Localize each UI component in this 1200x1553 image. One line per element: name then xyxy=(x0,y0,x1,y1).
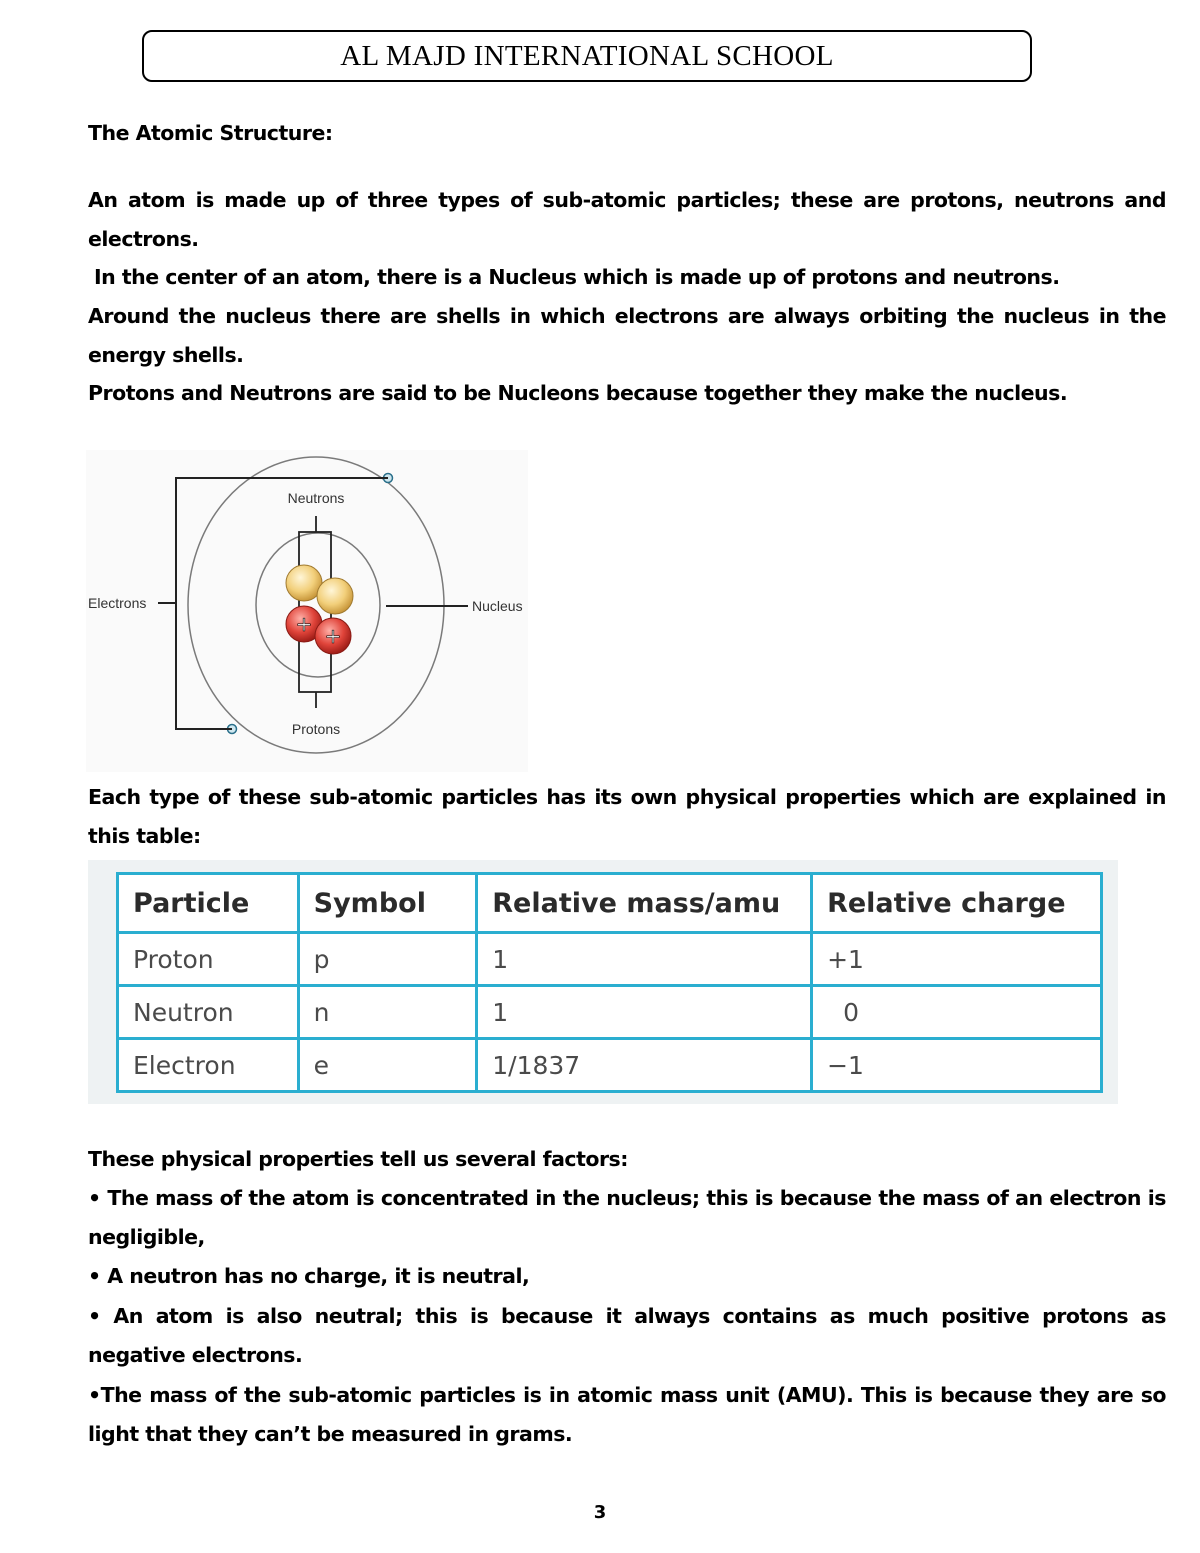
factor-bullet-neutron: • A neutron has no charge, it is neutral, xyxy=(88,1264,530,1288)
school-name: AL MAJD INTERNATIONAL SCHOOL xyxy=(340,39,834,72)
cell-charge: +1 xyxy=(812,933,1102,986)
cell-symbol: p xyxy=(298,933,477,986)
cell-particle: Proton xyxy=(118,933,299,986)
cell-charge: 0 xyxy=(812,986,1102,1039)
label-nucleus: Nucleus xyxy=(472,598,523,614)
page-number: 3 xyxy=(593,1502,607,1523)
proton-1-sign: + xyxy=(295,612,313,636)
cell-mass: 1/1837 xyxy=(477,1039,812,1092)
atom-diagram xyxy=(86,450,528,772)
label-neutrons: Neutrons xyxy=(287,490,345,506)
cell-mass: 1 xyxy=(477,933,812,986)
table-row xyxy=(118,1039,1102,1092)
paragraph-electron-shells: Around the nucleus there are shells in which electrons are always orbiting the nucleus in the energy shells. xyxy=(88,304,1166,367)
school-header xyxy=(142,30,1032,82)
factor-bullet-amu: •The mass of the sub-atomic particles is in atomic mass unit (AMU). This is because they are so light that they can’t be measured in grams. xyxy=(88,1383,1166,1446)
paragraph-nucleons: Protons and Neutrons are said to be Nucleons because together they make the nucleus. xyxy=(88,381,1068,405)
factor-bullet-mass: • The mass of the atom is concentrated in the nucleus; this is because the mass of an electron is negligible, xyxy=(88,1186,1166,1249)
table-row xyxy=(118,986,1102,1039)
proton-2-sign: + xyxy=(324,624,342,648)
table-intro: Each type of these sub-atomic particles has its own physical properties which are explained in this table: xyxy=(88,785,1166,848)
particle-table-figure xyxy=(88,860,1118,1104)
header-particle: Particle xyxy=(118,874,299,933)
neutron-2 xyxy=(317,578,353,614)
header-relative-charge: Relative charge xyxy=(812,874,1102,933)
paragraph-atom-composition: An atom is made up of three types of sub-atomic particles; these are protons, neutrons and electrons. xyxy=(88,188,1166,251)
cell-symbol: e xyxy=(298,1039,477,1092)
factor-bullet-neutral-atom: • An atom is also neutral; this is because it always contains as much positive protons as negative electrons. xyxy=(88,1304,1166,1367)
table-header-row xyxy=(118,874,1102,933)
header-relative-mass: Relative mass/amu xyxy=(477,874,812,933)
label-protons: Protons xyxy=(291,721,341,737)
cell-symbol: n xyxy=(298,986,477,1039)
cell-mass: 1 xyxy=(477,986,812,1039)
table-row xyxy=(118,933,1102,986)
header-symbol: Symbol xyxy=(298,874,477,933)
cell-particle: Neutron xyxy=(118,986,299,1039)
section-heading: The Atomic Structure: xyxy=(88,121,333,145)
label-electrons: Electrons xyxy=(88,595,147,611)
paragraph-nucleus-center: In the center of an atom, there is a Nucleus which is made up of protons and neutrons. xyxy=(94,265,1060,289)
particle-table xyxy=(116,872,1103,1093)
inner-electron-shell xyxy=(256,533,380,677)
factors-intro: These physical properties tell us several factors: xyxy=(88,1147,628,1171)
cell-charge: −1 xyxy=(812,1039,1102,1092)
cell-particle: Electron xyxy=(118,1039,299,1092)
